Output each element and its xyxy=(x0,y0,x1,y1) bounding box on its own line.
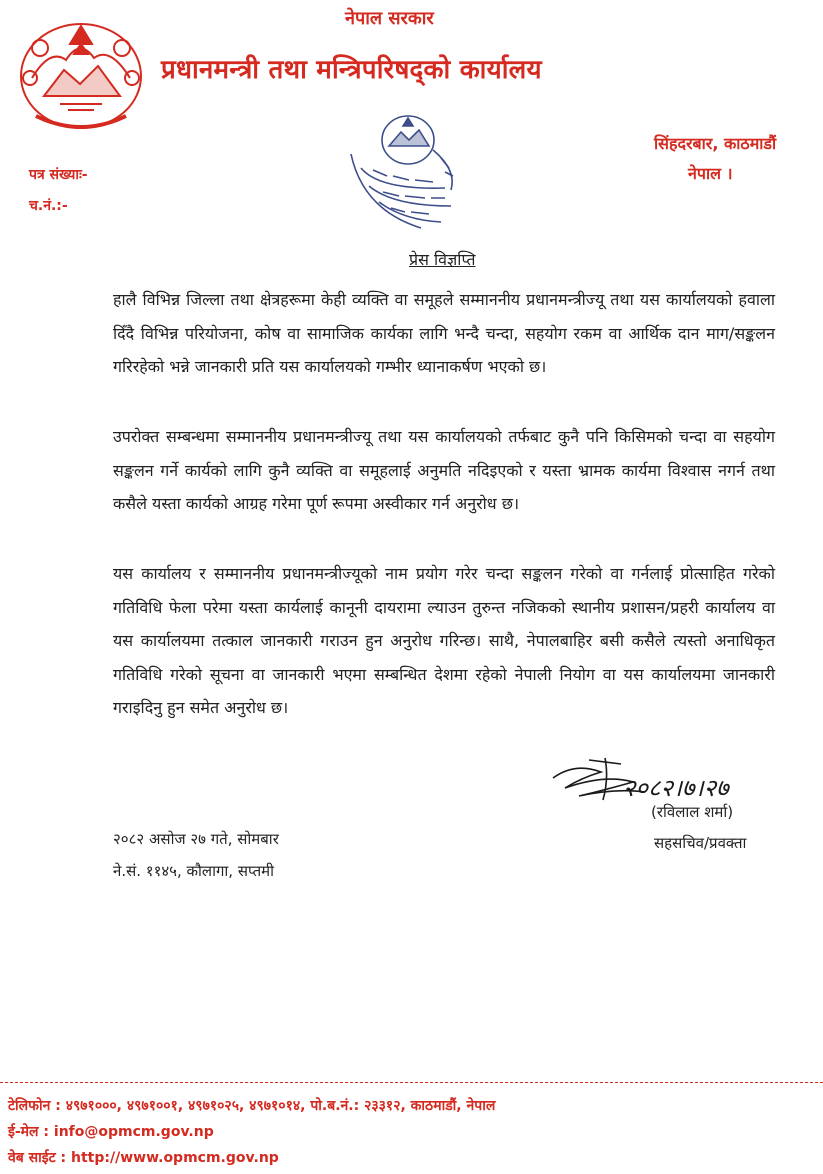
bikram-sambat-date: २०८२ असोज २७ गते, सोमबार xyxy=(113,830,279,848)
footer-email: ई-मेल : info@opmcm.gov.np xyxy=(8,1124,214,1140)
signature-date-text: २०८२।७।२७ xyxy=(623,774,729,802)
government-name: नेपाल सरकार xyxy=(345,8,434,29)
nepal-coat-of-arms-icon xyxy=(10,8,152,136)
footer-divider xyxy=(0,1082,823,1083)
office-address: सिंहदरबार, काठमाडौं xyxy=(654,134,777,153)
office-country: नेपाल । xyxy=(688,164,733,183)
office-name: प्रधानमन्त्री तथा मन्त्रिपरिषद्को कार्यालय xyxy=(161,55,542,85)
signatory-name: (रविलाल शर्मा) xyxy=(651,803,734,821)
nepal-sambat-date: ने.सं. ११४५, कौलागा, सप्तमी xyxy=(113,862,274,880)
office-seal-icon xyxy=(333,110,483,240)
reference-number-label: पत्र संख्याः- xyxy=(29,167,88,183)
notice-paragraph-2: उपरोक्त सम्बन्धमा सम्माननीय प्रधानमन्त्रीज्यू तथा यस कार्यालयको तर्फबाट कुनै पनि किसिमको चन्दा वा सहयोग सङ्कलन गर्ने कार्यको लागि कुनै व्यक्ति वा समूहलाई अनुमति नदिइएको र यस्ता भ्रामक कार्यमा विश्वास नगर्न तथा कसैले यस्ता कार्यको आग्रह गरेमा पूर्ण रूपमा अस्वीकार गर्न अनुरोध छ। xyxy=(113,427,775,513)
notice-paragraph-1: हालै विभिन्न जिल्ला तथा क्षेत्रहरूमा केही व्यक्ति वा समूहले सम्माननीय प्रधानमन्त्रीज्यू तथा यस कार्यालयको हवाला दिँदै विभिन्न परियोजना, कोष वा सामाजिक कार्यका लागि भन्दै चन्दा, सहयोग रकम वा आर्थिक दान माग/सङ्कलन गरिरहेको भन्ने जानकारी प्रति यस कार्यालयको गम्भीर ध्यानाकर्षण भएको छ। xyxy=(113,290,775,376)
footer-telephone: टेलिफोन : ४९७१०००, ४९७१००१, ४९७१०२५, ४९७१०१४, पो.ब.नं.: २३३१२, काठमाडौं, नेपाल xyxy=(8,1098,496,1114)
signatory-title: सहसचिव/प्रवक्ता xyxy=(654,834,747,852)
notice-paragraph-3: यस कार्यालय र सम्माननीय प्रधानमन्त्रीज्यूको नाम प्रयोग गरेर चन्दा सङ्कलन गरेको वा गर्नलाई प्रोत्साहित गरेको गतिविधि फेला परेमा यस्ता कार्यलाई कानूनी दायरामा ल्याउन तुरुन्त नजिकको स्थानीय प्रशासन/प्रहरी कार्यालय वा यस कार्यालयमा तत्काल जानकारी गराउन हुन अनुरोध गरिन्छ। साथै, नेपालबाहिर बसी कसैले त्यस्तो अनाधिकृत गतिविधि गरेको सूचना वा जानकारी भएमा सम्बन्धित देशमा रहेको नेपाली नियोग वा यस कार्यालयमा जानकारी गराइदिनु हुन समेत अनुरोध छ। xyxy=(113,564,775,717)
notice-title: प्रेस विज्ञप्ति xyxy=(409,250,476,269)
footer-website: वेब साईट : http://www.opmcm.gov.np xyxy=(8,1150,279,1166)
dispatch-number-label: च.नं.:- xyxy=(29,198,68,214)
